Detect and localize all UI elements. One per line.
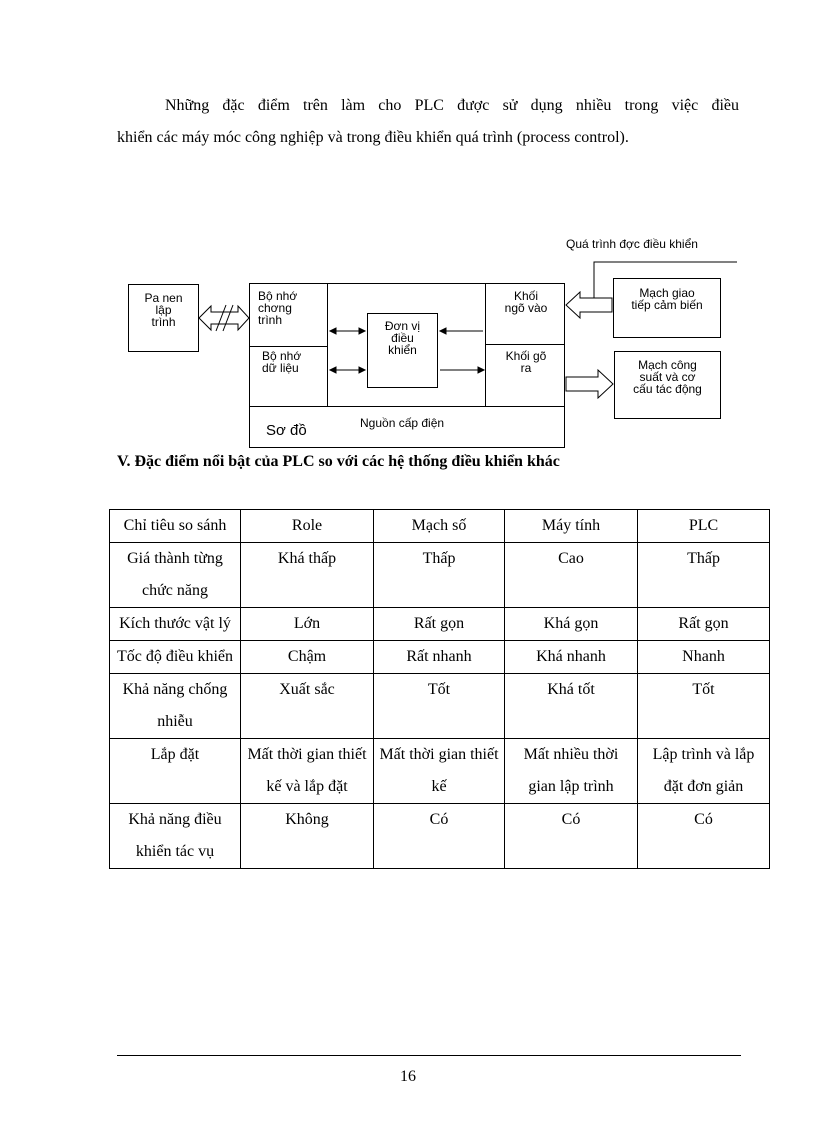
table-row bbox=[110, 674, 770, 739]
table-cell: Cao bbox=[505, 543, 638, 608]
intro-line-2: khiển các máy móc công nghiệp và trong điều khiển quá trình (process control). bbox=[117, 129, 629, 146]
block-diagram-caption: Sơ đồ bbox=[266, 422, 307, 439]
table-cell: Có bbox=[505, 804, 638, 869]
program-memory-label: Bộ nhớ chơng trình bbox=[258, 289, 298, 327]
table-cell: Rất gọn bbox=[638, 608, 770, 641]
table-header-cell: Role bbox=[241, 510, 374, 543]
table-cell: Khá nhanh bbox=[505, 641, 638, 674]
table-cell: Thấp bbox=[374, 543, 505, 608]
comparison-table bbox=[109, 509, 770, 869]
table-cell: Khá thấp bbox=[241, 543, 374, 608]
table-cell: Tốc độ điều khiển bbox=[110, 641, 241, 674]
table-cell: Không bbox=[241, 804, 374, 869]
table-cell: Rất nhanh bbox=[374, 641, 505, 674]
table-cell: Mất thời gian thiết kế bbox=[374, 739, 505, 804]
table-cell: Lắp đặt bbox=[110, 739, 241, 804]
intro-line-1: Những đặc điểm trên làm cho PLC được sử dụng nhiều trong việc điều bbox=[165, 97, 739, 114]
table-header-cell: Máy tính bbox=[505, 510, 638, 543]
divider-right bbox=[485, 283, 486, 407]
table-row bbox=[110, 608, 770, 641]
table-cell: Thấp bbox=[638, 543, 770, 608]
table-header-cell: Mạch số bbox=[374, 510, 505, 543]
table-cell: Tốt bbox=[374, 674, 505, 739]
sensor-input-arrow bbox=[566, 292, 612, 318]
power-supply-label: Nguồn cấp điện bbox=[360, 416, 445, 430]
data-memory-label: Bộ nhớ dữ liệu bbox=[262, 349, 302, 375]
cpu-label: Đơn vị điều khiển bbox=[384, 319, 421, 357]
table-cell: Có bbox=[374, 804, 505, 869]
divider-io bbox=[485, 344, 565, 345]
footer-rule bbox=[117, 1055, 741, 1056]
table-header-row bbox=[110, 510, 770, 543]
intro-paragraph bbox=[117, 90, 739, 154]
programming-panel-label: Pa nen lập trình bbox=[144, 291, 183, 329]
table-cell: Khá gọn bbox=[505, 608, 638, 641]
table-cell: Lớn bbox=[241, 608, 374, 641]
table-cell: Mất nhiều thời gian lập trình bbox=[505, 739, 638, 804]
table-cell: Tốt bbox=[638, 674, 770, 739]
page-number: 16 bbox=[400, 1068, 416, 1085]
table-cell: Mất thời gian thiết kế và lắp đặt bbox=[241, 739, 374, 804]
power-actuator-label: Mạch công suất và cơ cấu tác động bbox=[633, 358, 702, 396]
table-cell: Khả năng điều khiển tác vụ bbox=[110, 804, 241, 869]
output-block-label: Khối gõ ra bbox=[505, 349, 547, 375]
input-block-label: Khối ngõ vào bbox=[504, 289, 548, 315]
table-cell: Chậm bbox=[241, 641, 374, 674]
table-cell: Khá tốt bbox=[505, 674, 638, 739]
table-cell: Rất gọn bbox=[374, 608, 505, 641]
table-cell: Xuất sắc bbox=[241, 674, 374, 739]
divider-bottom bbox=[249, 406, 565, 407]
table-cell: Kích thước vật lý bbox=[110, 608, 241, 641]
divider-memory bbox=[249, 346, 327, 347]
table-row bbox=[110, 641, 770, 674]
sensor-interface-label: Mạch giao tiếp cảm biến bbox=[631, 286, 703, 312]
process-label: Quá trình đợc điều khiển bbox=[566, 237, 698, 251]
divider-left bbox=[327, 283, 328, 407]
table-cell: Giá thành từng chức năng bbox=[110, 543, 241, 608]
table-header-cell: PLC bbox=[638, 510, 770, 543]
table-cell: Có bbox=[638, 804, 770, 869]
table-row bbox=[110, 543, 770, 608]
table-row bbox=[110, 739, 770, 804]
table-header-cell: Chỉ tiêu so sánh bbox=[110, 510, 241, 543]
table-cell: Khả năng chống nhiễu bbox=[110, 674, 241, 739]
panel-bus-arrow bbox=[199, 305, 249, 331]
table-cell: Nhanh bbox=[638, 641, 770, 674]
table-cell: Lập trình và lắp đặt đơn giản bbox=[638, 739, 770, 804]
output-actuator-arrow bbox=[566, 370, 613, 398]
table-row bbox=[110, 804, 770, 869]
section-heading: V. Đặc điểm nổi bật của PLC so với các hệ thống điều khiển khác bbox=[117, 453, 560, 470]
